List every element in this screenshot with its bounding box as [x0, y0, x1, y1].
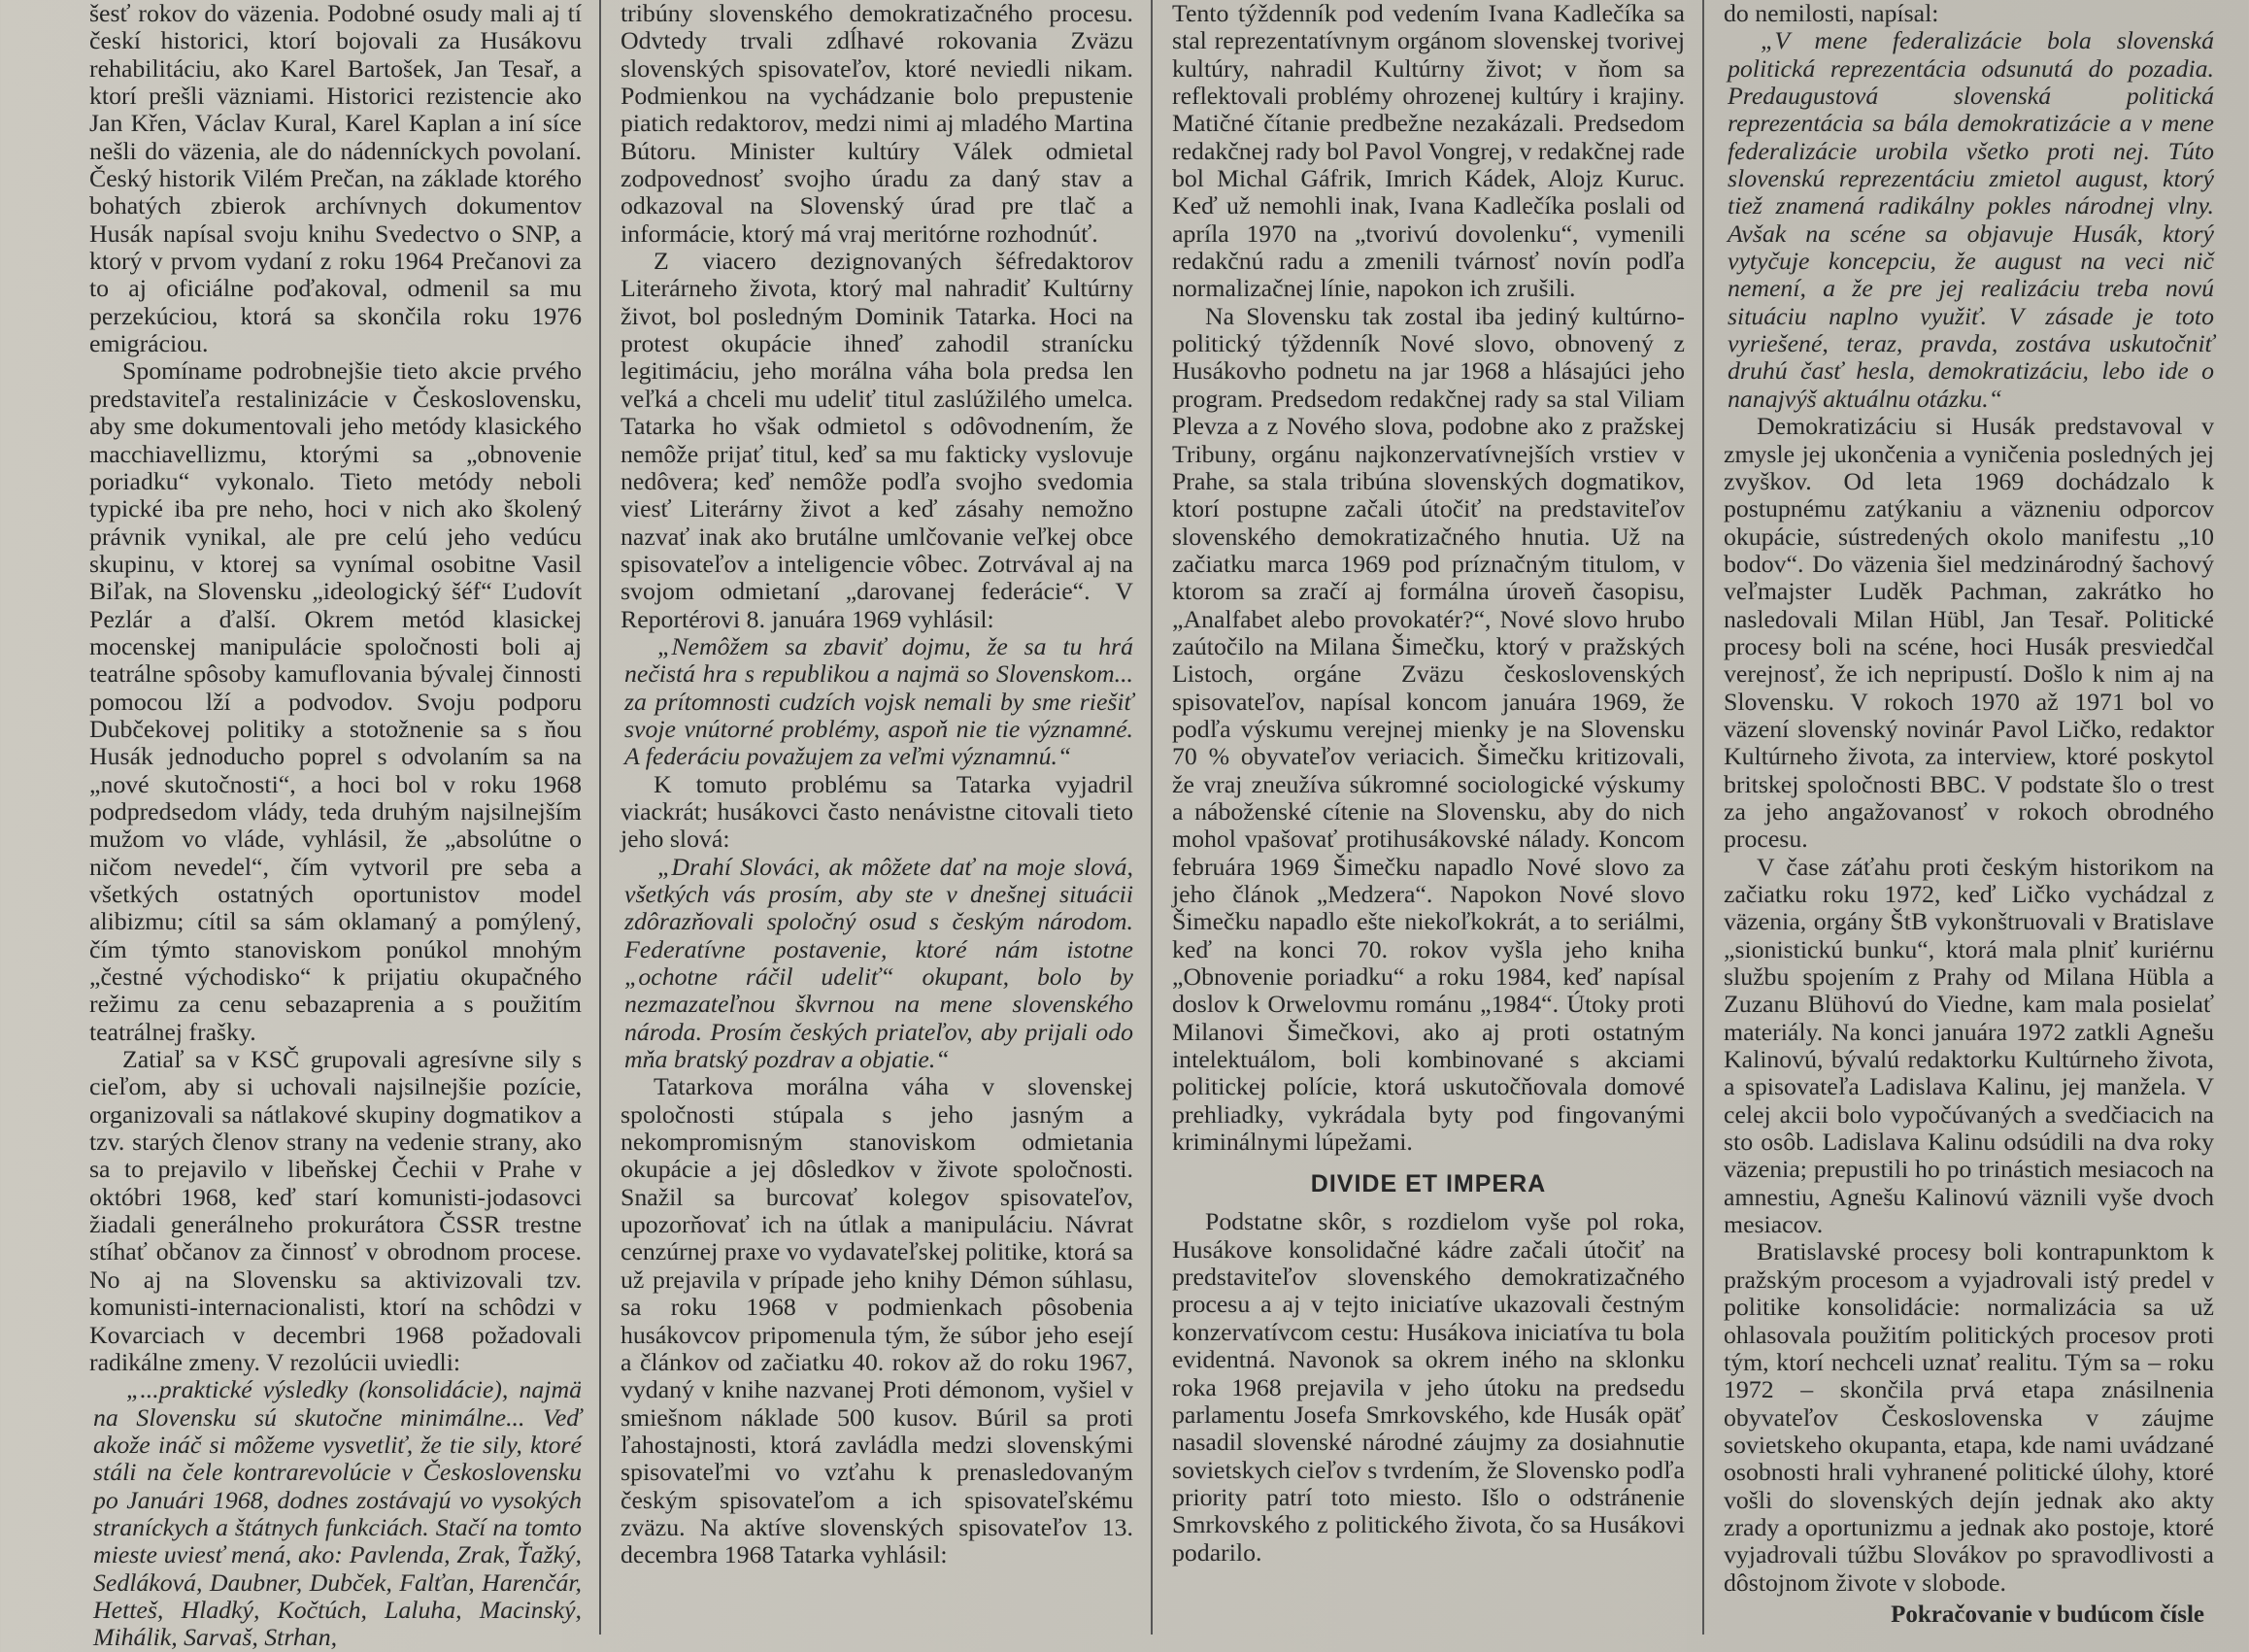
article-paragraph: Z viacero dezignovaných šéfredaktorov Literárneho života, ktorý mal nahradiť Kultúrny život, bol posledným Dominik Tatarka. Hoci na protest okupácie ihneď zahodil stranícku legitimáciu, jeho morálna váha bola predsa len veľká a chceli mu udeliť titul zaslúžilého umelca. Tatarka ho však odmietol s odôvodnením, že nemôže prijať titul, keď sa mu fakticky vyslovuje nedôvera; keď nemôže podľa svojho svedomia viesť Literárny život a keď zásahy nemožno nazvať inak ako brutálne umlčovanie veľkej obce spisovateľov a inteligencie vôbec. Zotrvával aj na svojom odmietaní „darovanej federácie“. V Reportérovi 8. januára 1969 vyhlásil: [621, 247, 1133, 633]
article-paragraph: šesť rokov do väzenia. Podobné osudy mali aj tí českí historici, ktorí bojovali za Husákovu rehabilitáciu, ako Karel Bartošek, Jan Tesař, a ktorí prešli väzniami. Historici rezistencie ako Jan Křen, Václav Kural, Karel Kaplan a iní síce nešli do väzenia, ale do nádenníckych povolaní. Český historik Vilém Prečan, na základe ktorého bohatých zbierok archívnych dokumentov Husák napísal svoju knihu Svedectvo o SNP, a ktorý v prvom vydaní z roku 1964 Prečanovi za to aj oficiálne poďakoval, odmenil sa mu perzekúciou, ktorá sa skončila roku 1976 emigráciou. [89, 0, 582, 358]
quotation-paragraph: „V mene federalizácie bola slovenská politická reprezentácia odsunutá do pozadia. Predaugustová slovenská politická reprezentácia sa bála demokratizácie a v mene federalizácie urobila všetko proti nej. Túto slovenskú reprezentáciu zmietol august, ktorý tiež znamená radikálny pokles národnej vlny. Avšak na scéne sa objavuje Husák, ktorý vytyčuje koncepciu, že august na veci nič nemení, a že pre jej realizáciu treba novú situáciu naplno využiť. V zásade je toto vyriešené, teraz, pravda, zostáva uskutočniť druhú časť hesla, demokratizáciu, lebo ide o nanajvýš aktuálnu otázku.“ [1728, 26, 2214, 413]
article-paragraph: Tento týždenník pod vedením Ivana Kadlečíka sa stal reprezentatívnym orgánom slovenskej tvorivej kultúry, nahradil Kultúrny život; v ňom sa reflektovali problémy ohrozenej kultúry i krajiny. Matičné čítanie predbežne nezakázali. Predsedom redakčnej rady bol Pavol Vongrej, v redakčnej rade bol Michal Gáfrik, Imrich Kádek, Alojz Kuruc. Keď už nemohli inak, Ivana Kadlečíka poslali od apríla 1970 na „tvorivú dovolenku“, vymenili redakčnú radu a zmenili tvárnosť novín podľa normalizačnej línie, napokon ich zrušili. [1172, 0, 1685, 303]
column-3 [1151, 0, 1702, 1635]
article-paragraph: Zatiaľ sa v KSČ grupovali agresívne sily s cieľom, aby si uchovali najsilnejšie pozície, organizovali sa nátlakové skupiny dogmatikov a tzv. starých členov strany na vedenie strany, ako sa to prejavilo v libeňskej Čechii v Prahe v októbri 1968, keď starí komunisti-jodasovci žiadali generálneho prokurátora ČSSR trestne stíhať občanov za činnosť v obrodnom procese. No aj na Slovensku sa aktivizovali tzv. komunisti-internacionalisti, ktorí na schôdzi v Kovarciach v decembri 1968 požadovali radikálne zmeny. V rezolúcii uviedli: [89, 1045, 582, 1376]
column-4 [1702, 0, 2232, 1635]
section-subheading: DIVIDE ET IMPERA [1310, 1170, 1547, 1198]
article-paragraph: Demokratizáciu si Husák predstavoval v zmysle jej ukončenia a vyničenia posledných jej zvyškov. Od leta 1969 dochádzalo k postupnému zatýkaniu a väzneniu odporcov okupácie, sústredených okolo manifestu „10 bodov“. Do väzenia šiel medzinárodný šachový veľmajster Luděk Pachman, zakrátko ho nasledovali Milan Hübl, Jan Tesař. Politické procesy boli na scéne, hoci Husák presviedčal verejnosť, že ich nepripustí. Došlo k nim aj na Slovensku. V rokoch 1970 až 1971 bol vo väzení slovenský novinár Pavol Ličko, redaktor Kultúrneho života, za interview, ktoré poskytol britskej spoločnosti BBC. V podstate šlo o trest za jeho angažovanosť v rokoch obrodného procesu. [1724, 412, 2214, 854]
article-paragraph: do nemilosti, napísal: [1724, 0, 1939, 27]
article-paragraph: Tatarkova morálna váha v slovenskej spoločnosti stúpala s jeho jasným a nekompromisným stanoviskom odmietania okupácie a jej dôsledkov v živote spoločnosti. Snažil sa burcovať kolegov spisovateľov, upozorňovať ich na útlak a manipuláciu. Návrat cenzúrnej praxe vo vydavateľskej politike, ktorá sa už prejavila v prípade jeho knihy Démon súhlasu, sa roku 1968 v podmienkach pôsobenia husákovcov pripomenula tým, že súbor jeho esejí a článkov od začiatku 40. rokov až do roku 1967, vydaný v knihe nazvanej Proti démonom, vyšiel v smiešnom náklade 500 kusov. Búril sa proti ľahostajnosti, ktorá zavládla medzi slovenskými spisovateľmi vo vzťahu k prenasledovaným českým spisovateľom a ich spisovateľskému zväzu. Na aktíve slovenských spisovateľov 13. decembra 1968 Tatarka vyhlásil: [621, 1072, 1133, 1569]
quotation-paragraph: „Drahí Slováci, ak môžete dať na moje slová, všetkých vás prosím, aby ste v dnešnej situácii zdôrazňovali spoločný osud s českým národom. Federatívne postavenie, ktoré nám istotne „ochotne ráčil udeliť“ okupant, bolo by nezmazateľnou škvrnou na mene slovenského národa. Prosím českých priateľov, aby prijali odo mňa bratský pozdrav a objatie.“ [624, 852, 1133, 1074]
article-paragraph: K tomuto problému sa Tatarka vyjadril viackrát; husákovci často nenávistne citovali tieto jeho slová: [621, 769, 1133, 854]
column-1 [70, 0, 599, 1652]
article-paragraph: Na Slovensku tak zostal iba jediný kultúrno-politický týždenník Nové slovo, obnovený z Husákovho podnetu na jar 1968 a hlásajúci jeho program. Predsedom redakčnej rady sa stal Viliam Plevza a z Nového slova, podobne ako z pražskej Tribuny, orgánu najkonzervatívnejších vrstiev v Prahe, sa stala tribúna slovenských dogmatikov, ktorí postupne začali útočiť na predstaviteľov slovenského demokratizačného hnutia. Už na začiatku marca 1969 pod príznačným titulom, v ktorom sa zračí aj formálna úroveň časopisu, „Analfabet alebo provokatér?“, Nové slovo hrubo zaútočilo na Milana Šimečku, ktorý v pražských Listoch, orgáne Zväzu československých spisovateľov, napísal koncom januára 1969, že podľa výskumu verejnej mienky je na Slovensku 70 % obyvateľov veriacich. Šimečku kritizovali, že vraj zneužíva súkromné sociologické výskumy a náboženské cítenie na Slovensku, aby do nich mohol vpašovať protihusákovské nálady. Koncom februára 1969 Šimečku napadlo Nové slovo za jeho článok „Medzera“. Napokon Nové slovo Šimečku napadlo ešte niekoľkokrát, a to seriálmi, keď na konci 70. rokov vyšla jeho kniha „Obnovenie poriadku“ a roku 1984, keď napísal doslov k Orwelovmu románu „1984“. Útoky proti Milanovi Šimečkovi, ako aj proti ostatným intelektuálom, boli kombinované s akciami politickej polície, ktorá uskutočňovala domové prehliadky, vykrádala byty pod fingovanými kriminálnymi lúpežami. [1172, 301, 1685, 1157]
article-paragraph: Podstatne skôr, s rozdielom vyše pol roka, Husákove konsolidačné kádre začali útočiť na predstaviteľov slovenského demokratizačného procesu a aj v tejto iniciatíve ukazovali čestným konzervatívcom cestu: Husákova iniciatíva tu bola evidentná. Navonok sa okrem iného na sklonku roka 1968 prejavila v jeho útoku na predsedu parlamentu Josefa Smrkovského, kde Husák opäť nasadil slovenské národné záujmy za dosiahnutie sovietskych cieľov s tvrdením, že Slovensko podľa priority patrí toto miesto. Išlo o odstránenie Smrkovského z politického života, čo sa Husákovi podarilo. [1172, 1207, 1685, 1567]
article-paragraph: tribúny slovenského demokratizačného procesu. Odvtedy trvali zdĺhavé rokovania Zväzu slovenských spisovateľov, ktoré neviedli nikam. Podmienkou na vychádzanie bolo prepustenie piatich redaktorov, medzi nimi aj mladého Martina Bútoru. Minister kultúry Válek odmietal zodpovednosť svojho úradu za daný stav a odkazoval na Slovenský úrad pre tlač a informácie, ktorý má vraj meritórne rozhodnúť. [621, 0, 1133, 248]
quotation-paragraph: „Nemôžem sa zbaviť dojmu, že sa tu hrá nečistá hra s republikou a najmä so Slovenskom... za prítomnosti cudzích vojsk nemali by sme riešiť svoje vnútorné problémy, aspoň nie tie významné. A federáciu považujem za veľmi významnú.“ [624, 631, 1133, 771]
article-paragraph: Spomíname podrobnejšie tieto akcie prvého predstaviteľa restalinizácie v Československu, aby sme dokumentovali jeho metódy klasického macchiavellizmu, ktorými sa „obnovenie poriadku“ vykonalo. Tieto metódy neboli typické iba pre neho, hoci v nich ako školený právnik vynikal, ale pre celú jeho vedúcu skupinu, v ktorej sa vynímal osobitne Vasil Biľak, na Slovensku „ideologický šéf“ Ľudovít Pezlár a ďalší. Okrem metód klasickej mocenskej manipulácie spoločnosti boli aj teatrálne spôsoby kamuflovania bývalej činnosti pomocou lží a podvodov. Svoju podporu Dubčekovej politiky a stotožnenie sa s ňou Husák jednoducho poprel s odvolaním sa na „nové skutočnosti“, a hoci bol v roku 1968 podpredsedom vlády, teda druhým najsilnejším mužom vo vláde, vyhlásil, že „absolútne o ničom nevedel“, čím vytvoril pre seba a všetkých ostatných oportunistov model alibizmu; cítil sa sám oklamaný a pomýlený, čím týmto stanoviskom ponúkol mnohým „čestné východisko“ k prijatiu okupačného režimu za cenu sebazaprenia a s použitím teatrálnej frašky. [89, 356, 582, 1046]
article-paragraph: V čase záťahu proti českým historikom na začiatku roku 1972, keď Ličko vychádzal z väzenia, orgány ŠtB vykonštruovali v Bratislave „sionistickú bunku“, ktorá mala plniť kuriérnu službu spojením z Prahy od Milana Hübla a Zuzanu Blühovú do Viedne, kam mala posielať materiály. Na konci januára 1972 zatkli Agnešu Kalinovú, bývalú redaktorku Kultúrneho života, a spisovateľa Ladislava Kalinu, jej manžela. V celej akcii bolo vypočúvaných a svedčiacich na sto osôb. Ladislava Kalinu odsúdili na dva roky väzenia; prepustili ho po trinástich mesiacoch na amnestiu, Agnešu Kalinovú väznili vyše dvoch mesiacov. [1724, 852, 2214, 1239]
quotation-paragraph: „...praktické výsledky (konsolidácie), najmä na Slovensku sú skutočne minimálne... Veď akože ináč si môžeme vysvetliť, že tie sily, ktoré stáli na čele kontrarevolúcie v Československu po Januári 1968, dodnes zostávajú vo vysokých straníckych a štátnych funkciách. Stačí na tomto mieste uviesť mená, ako: Pavlenda, Zrak, Ťažký, Sedláková, Daubner, Dubček, Falťan, Harenčár, Hetteš, Hladký, Kočtúch, Laluha, Macinský, Mihálik, Sarvaš, Strhan, [93, 1375, 582, 1652]
article-paragraph: Bratislavské procesy boli kontrapunktom k pražským procesom a vyjadrovali istý predel v politike konsolidácie: normalizácia sa už ohlasovala použitím politických procesov proti tým, ktorí nechceli uznať realitu. Tým sa – roku 1972 – skončila prvá etapa znásilnenia obyvateľov Československa v záujme sovietskeho okupanta, etapa, kde nami uvádzané osobnosti hrali vyhranené politické úlohy, ktoré vošli do slovenských dejín jednak ako akty zrady a oportunizmu a jednak ako postoje, ktoré vyjadrovali túžbu Slovákov po spravodlivosti a dôstojnom živote v slobode. [1724, 1237, 2214, 1597]
column-2 [599, 0, 1151, 1635]
continuation-note: Pokračovanie v budúcom čísle [1891, 1601, 2204, 1628]
